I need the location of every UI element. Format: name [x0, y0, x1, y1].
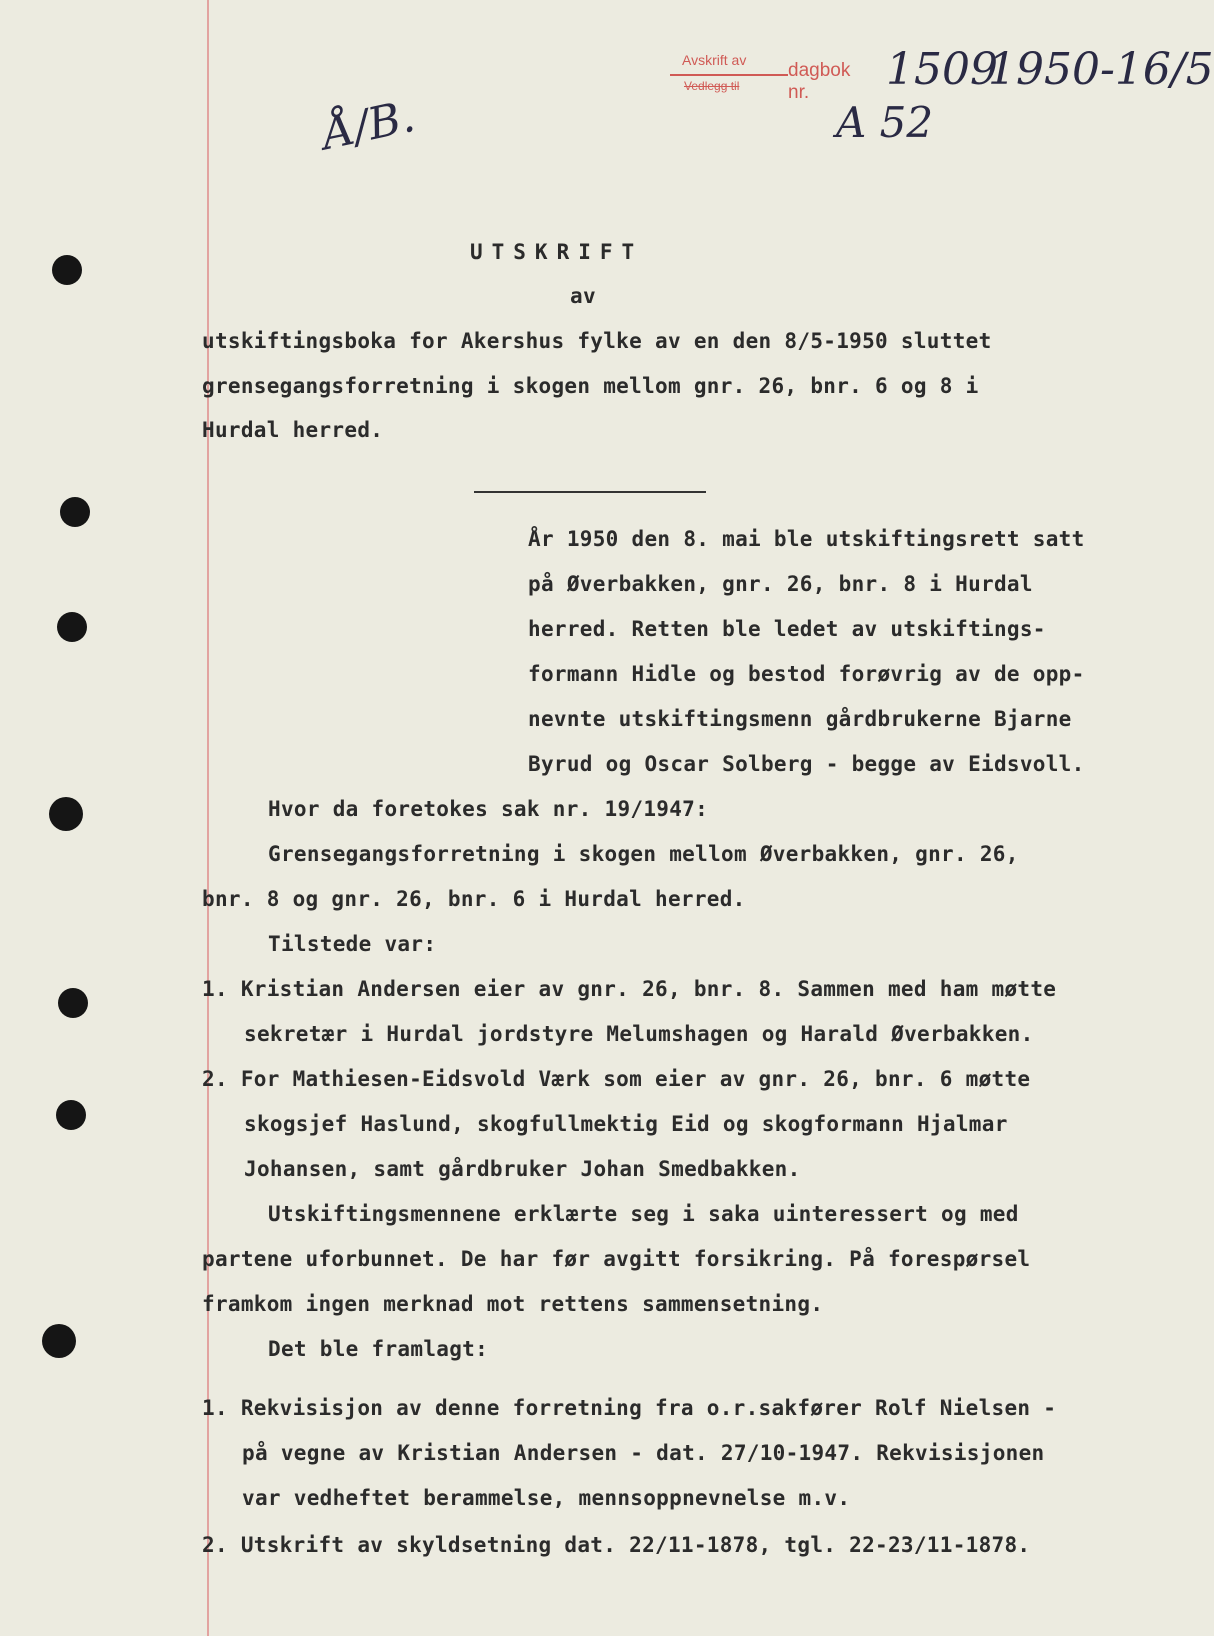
handwritten-dagbok-number: 1509 [886, 44, 998, 95]
intro-line: grensegangsforretning i skogen mellom gnr. 26, bnr. 6 og 8 i [202, 374, 979, 398]
stamp-label: dagbok nr. [788, 60, 851, 103]
list-item-continuation: på vegne av Kristian Andersen - dat. 27/10-1947. Rekvisisjonen [242, 1441, 1045, 1465]
body-line: Tilstede var: [268, 932, 437, 956]
punch-hole-icon [57, 612, 87, 642]
margin-rule [207, 0, 209, 1636]
intro-line: Hurdal herred. [202, 418, 384, 442]
body-line: Hvor da foretokes sak nr. 19/1947: [268, 797, 709, 821]
handwritten-sub-number: A 52 [836, 98, 934, 147]
punch-hole-icon [56, 1100, 86, 1130]
body-line: Grensegangsforretning i skogen mellom Øverbakken, gnr. 26, [268, 842, 1019, 866]
handwritten-margin-mark: Å/B. [317, 90, 420, 161]
document-title: UTSKRIFT [470, 240, 644, 264]
body-line: formann Hidle og bestod forøvrig av de opp- [528, 662, 1085, 686]
body-line: nevnte utskiftingsmenn gårdbrukerne Bjarne [528, 707, 1072, 731]
document-subtitle: av [570, 284, 596, 308]
list-item: 1. Kristian Andersen eier av gnr. 26, bnr. 8. Sammen med ham møtte [202, 977, 1057, 1001]
punch-hole-icon [49, 797, 83, 831]
section-divider [474, 491, 706, 493]
list-item-continuation: Johansen, samt gårdbruker Johan Smedbakken. [244, 1157, 801, 1181]
list-item-continuation: sekretær i Hurdal jordstyre Melumshagen og Harald Øverbakken. [244, 1022, 1034, 1046]
body-line: Det ble framlagt: [268, 1337, 489, 1361]
intro-line: utskiftingsboka for Akershus fylke av en den 8/5-1950 sluttet [202, 329, 992, 353]
list-item: 2. Utskrift av skyldsetning dat. 22/11-1878, tgl. 22-23/11-1878. [202, 1533, 1031, 1557]
body-line: partene uforbunnet. De har før avgitt forsikring. På forespørsel [202, 1247, 1031, 1271]
list-item-continuation: var vedheftet berammelse, mennsoppnevnelse m.v. [242, 1486, 851, 1510]
punch-hole-icon [42, 1324, 76, 1358]
body-line: bnr. 8 og gnr. 26, bnr. 6 i Hurdal herred. [202, 887, 746, 911]
archive-stamp [668, 52, 851, 103]
body-line: framkom ingen merknad mot rettens sammensetning. [202, 1292, 824, 1316]
stamp-line-1: Avskrift av [682, 52, 747, 68]
stamp-rule [670, 74, 788, 76]
list-item-continuation: skogsjef Haslund, skogfullmektig Eid og skogformann Hjalmar [244, 1112, 1008, 1136]
punch-hole-icon [52, 255, 82, 285]
body-line: på Øverbakken, gnr. 26, bnr. 8 i Hurdal [528, 572, 1033, 596]
punch-hole-icon [60, 497, 90, 527]
body-line: herred. Retten ble ledet av utskiftings- [528, 617, 1046, 641]
body-line: År 1950 den 8. mai ble utskiftingsrett satt [528, 527, 1085, 551]
handwritten-year-date: 1950-16/5 [988, 44, 1214, 95]
list-item: 1. Rekvisisjon av denne forretning fra o.r.sakfører Rolf Nielsen - [202, 1396, 1057, 1420]
punch-hole-icon [58, 988, 88, 1018]
body-line: Utskiftingsmennene erklærte seg i saka uinteressert og med [268, 1202, 1019, 1226]
stamp-line-2: Vedlegg til [684, 79, 740, 93]
body-line: Byrud og Oscar Solberg - begge av Eidsvoll. [528, 752, 1085, 776]
list-item: 2. For Mathiesen-Eidsvold Værk som eier av gnr. 26, bnr. 6 møtte [202, 1067, 1031, 1091]
